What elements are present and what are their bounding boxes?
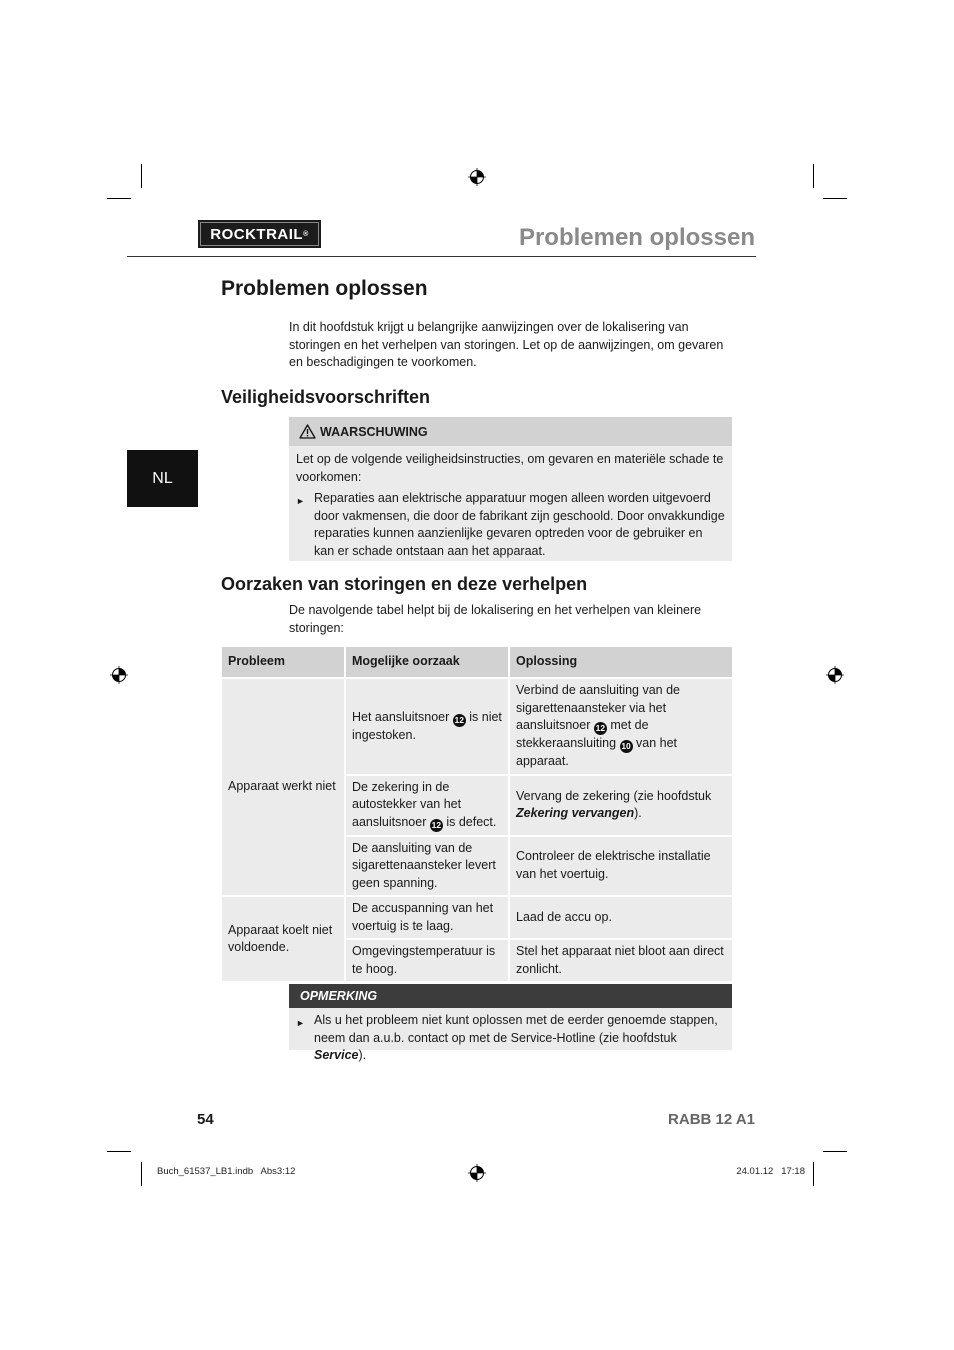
warning-bullet xyxy=(296,490,726,560)
warning-bullet-text: Reparaties aan elektrische apparatuur mogen alleen worden uitgevoerd door vakmensen, die door de fabrikant zijn geschoold. Door onvakkundige reparaties kunnen aanzienlijke gevaren optreden voor de gebruiker en kan er schade ontstaan aan het apparaat. xyxy=(314,491,725,558)
warning-triangle-icon xyxy=(299,424,316,439)
intro-paragraph: In dit hoofdstuk krijgt u belangrijke aanwijzingen over de lokalisering van storingen en het verhelpen van storingen. Let op de aanwijzingen, om gevaren en beschadigingen te voorkomen. xyxy=(289,320,724,369)
chapter-reference: Zekering vervangen xyxy=(516,806,635,820)
table-header-row xyxy=(222,647,732,678)
table-row xyxy=(222,896,732,939)
causes-intro: De navolgende tabel helpt bij de lokalisering en het verhelpen van kleinere storingen: xyxy=(289,603,702,635)
cause-cell: Omgevingstemperatuur is te hoog. xyxy=(345,939,509,982)
crop-mark xyxy=(141,164,142,188)
column-header: Oplossing xyxy=(509,647,732,678)
table-row xyxy=(222,678,732,775)
note-text: Als u het probleem niet kunt oplossen met de eerder genoemde stappen, neem dan a.u.b. contact op met de Service-Hotline (zie hoofdstuk Service). xyxy=(314,1013,718,1062)
registration-mark-icon xyxy=(468,168,486,186)
solution-cell: Laad de accu op. xyxy=(509,896,732,939)
registration-mark-icon xyxy=(826,666,844,684)
causes-heading: Oorzaken van storingen en deze verhelpen xyxy=(221,574,588,594)
safety-heading: Veiligheidsvoorschriften xyxy=(221,387,431,407)
cause-cell: Het aansluitsnoer 12 is niet ingestoken. xyxy=(345,678,509,775)
page-title: Problemen oplossen xyxy=(221,277,428,300)
note-box xyxy=(289,984,732,1062)
print-slug-datetime: 24.01.12 17:18 xyxy=(736,1166,805,1177)
bullet-arrow-icon: ► xyxy=(296,496,305,506)
column-header: Probleem xyxy=(222,647,345,678)
language-tab: NL xyxy=(127,450,198,507)
solution-cell: Stel het apparaat niet bloot aan direct zonlicht. xyxy=(509,939,732,982)
part-number-badge: 12 xyxy=(595,723,606,733)
part-number-badge: 12 xyxy=(431,819,442,830)
crop-mark xyxy=(823,198,847,199)
warning-header xyxy=(289,417,732,446)
registration-mark-icon xyxy=(110,666,128,684)
problem-cell: Apparaat werkt niet xyxy=(222,678,345,896)
chapter-reference: Service xyxy=(314,1048,359,1062)
warning-label: WAARSCHUWING xyxy=(320,424,428,439)
crop-mark xyxy=(813,1162,814,1186)
bullet-arrow-icon: ► xyxy=(296,1018,305,1028)
cause-cell: De aansluiting van de sigarettenaansteker levert geen spanning. xyxy=(345,836,509,897)
troubleshooting-table xyxy=(222,647,732,983)
warning-body xyxy=(296,451,726,560)
header-divider xyxy=(127,256,756,257)
crop-mark xyxy=(813,164,814,188)
note-header: OPMERKING xyxy=(289,984,732,1008)
cause-cell: De accuspanning van het voertuig is te laag. xyxy=(345,896,509,939)
problem-cell: Apparaat koelt niet voldoende. xyxy=(222,896,345,982)
note-bullet xyxy=(296,1012,726,1065)
part-number-badge: 12 xyxy=(454,714,464,725)
solution-cell: Controleer de elektrische installatie van het voertuig. xyxy=(509,836,732,897)
warning-text: Let op de volgende veiligheidsinstructies, om gevaren en materiële schade te voorkomen: xyxy=(296,452,724,484)
column-header: Mogelijke oorzaak xyxy=(345,647,509,678)
solution-cell: Vervang de zekering (zie hoofdstuk Zekering vervangen). xyxy=(509,775,732,836)
crop-mark xyxy=(107,1151,131,1152)
crop-mark xyxy=(823,1151,847,1152)
note-body xyxy=(296,1012,726,1065)
warning-box xyxy=(289,417,732,561)
registration-mark-icon xyxy=(468,1164,486,1182)
print-slug-file: Buch_61537_LB1.indb Abs3:12 xyxy=(157,1166,296,1177)
crop-mark xyxy=(107,198,131,199)
running-header-title: Problemen oplossen xyxy=(518,224,755,251)
solution-cell: Verbind de aansluiting van de sigarettenaansteker via het aansluitsnoer 12 met de stekkeraansluiting 10 van het apparaat. xyxy=(509,678,732,775)
brand-logo: ROCKTRAIL ® xyxy=(198,220,321,248)
cause-cell: De zekering in de autostekker van het aansluitsnoer 12 is defect. xyxy=(345,775,509,836)
crop-mark xyxy=(141,1162,142,1186)
page-number: 54 xyxy=(197,1111,214,1128)
part-number-badge: 10 xyxy=(621,741,631,751)
model-number: RABB 12 A1 xyxy=(668,1111,755,1128)
